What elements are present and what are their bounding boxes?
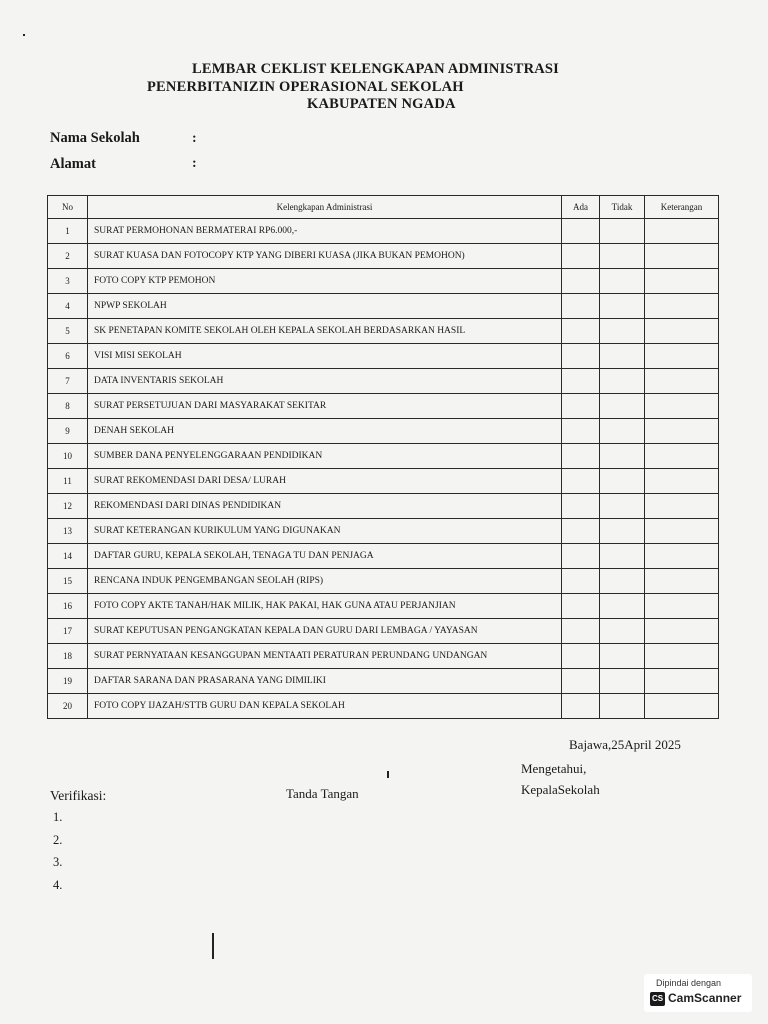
- table-row: [48, 419, 719, 444]
- row-item: SUMBER DANA PENYELENGGARAAN PENDIDIKAN: [88, 444, 562, 469]
- row-item: REKOMENDASI DARI DINAS PENDIDIKAN: [88, 494, 562, 519]
- row-ada-cell: [562, 369, 600, 394]
- document-title-line-3: KABUPATEN NGADA: [307, 96, 456, 112]
- row-keterangan-cell: [645, 394, 719, 419]
- row-ada-cell: [562, 244, 600, 269]
- row-keterangan-cell: [645, 694, 719, 719]
- row-ada-cell: [562, 469, 600, 494]
- checklist-table: [47, 195, 719, 719]
- row-number: 12: [48, 494, 88, 519]
- row-keterangan-cell: [645, 444, 719, 469]
- table-row: [48, 469, 719, 494]
- row-item: SURAT REKOMENDASI DARI DESA/ LURAH: [88, 469, 562, 494]
- row-tidak-cell: [600, 444, 645, 469]
- row-number: 16: [48, 594, 88, 619]
- row-tidak-cell: [600, 494, 645, 519]
- row-item: DATA INVENTARIS SEKOLAH: [88, 369, 562, 394]
- row-keterangan-cell: [645, 294, 719, 319]
- scan-mark: [387, 771, 389, 778]
- row-number: 7: [48, 369, 88, 394]
- verifier-item: 3.: [53, 855, 63, 869]
- row-ada-cell: [562, 419, 600, 444]
- row-keterangan-cell: [645, 644, 719, 669]
- acknowledged-label: Mengetahui,: [521, 761, 587, 776]
- row-tidak-cell: [600, 294, 645, 319]
- table-row: [48, 644, 719, 669]
- row-tidak-cell: [600, 619, 645, 644]
- row-tidak-cell: [600, 269, 645, 294]
- row-keterangan-cell: [645, 469, 719, 494]
- header-no: No: [48, 196, 88, 219]
- table-row: [48, 669, 719, 694]
- row-ada-cell: [562, 219, 600, 244]
- row-item: FOTO COPY KTP PEMOHON: [88, 269, 562, 294]
- watermark-caption: Dipindai dengan: [656, 978, 722, 988]
- row-item: FOTO COPY AKTE TANAH/HAK MILIK, HAK PAKAI, HAK GUNA ATAU PERJANJIAN: [88, 594, 562, 619]
- row-keterangan-cell: [645, 269, 719, 294]
- row-item: DENAH SEKOLAH: [88, 419, 562, 444]
- table-row: [48, 619, 719, 644]
- row-tidak-cell: [600, 419, 645, 444]
- row-ada-cell: [562, 294, 600, 319]
- row-tidak-cell: [600, 569, 645, 594]
- header-ada: Ada: [562, 196, 600, 219]
- table-row: [48, 519, 719, 544]
- row-number: 20: [48, 694, 88, 719]
- verifier-item: 2.: [53, 833, 63, 847]
- row-item: SURAT PERNYATAAN KESANGGUPAN MENTAATI PERATURAN PERUNDANG UNDANGAN: [88, 644, 562, 669]
- school-name-value: :: [192, 131, 197, 146]
- row-keterangan-cell: [645, 369, 719, 394]
- row-number: 11: [48, 469, 88, 494]
- row-ada-cell: [562, 394, 600, 419]
- row-ada-cell: [562, 494, 600, 519]
- signature-date: Bajawa,25April 2025: [569, 737, 681, 752]
- row-item: DAFTAR SARANA DAN PRASARANA YANG DIMILIKI: [88, 669, 562, 694]
- header-tidak: Tidak: [600, 196, 645, 219]
- row-item: SURAT KUASA DAN FOTOCOPY KTP YANG DIBERI KUASA (JIKA BUKAN PEMOHON): [88, 244, 562, 269]
- verifier-item: 4.: [53, 878, 63, 892]
- document-title-line-1: LEMBAR CEKLIST KELENGKAPAN ADMINISTRASI: [192, 61, 560, 77]
- row-number: 18: [48, 644, 88, 669]
- row-tidak-cell: [600, 594, 645, 619]
- row-keterangan-cell: [645, 219, 719, 244]
- row-number: 4: [48, 294, 88, 319]
- table-row: [48, 294, 719, 319]
- address-value: :: [192, 156, 197, 171]
- row-tidak-cell: [600, 694, 645, 719]
- table-row: [48, 219, 719, 244]
- row-ada-cell: [562, 519, 600, 544]
- signature-label: Tanda Tangan: [286, 786, 359, 801]
- table-row: [48, 569, 719, 594]
- row-ada-cell: [562, 569, 600, 594]
- row-tidak-cell: [600, 244, 645, 269]
- row-tidak-cell: [600, 469, 645, 494]
- row-number: 5: [48, 319, 88, 344]
- row-number: 13: [48, 519, 88, 544]
- table-row: [48, 394, 719, 419]
- row-item: SURAT KEPUTUSAN PENGANGKATAN KEPALA DAN GURU DARI LEMBAGA / YAYASAN: [88, 619, 562, 644]
- row-number: 1: [48, 219, 88, 244]
- row-item: FOTO COPY IJAZAH/STTB GURU DAN KEPALA SEKOLAH: [88, 694, 562, 719]
- row-item: NPWP SEKOLAH: [88, 294, 562, 319]
- row-item: DAFTAR GURU, KEPALA SEKOLAH, TENAGA TU DAN PENJAGA: [88, 544, 562, 569]
- school-name-label: Nama Sekolah: [50, 130, 140, 146]
- watermark-app-name: CamScanner: [668, 991, 742, 1005]
- header-item: Kelengkapan Administrasi: [88, 196, 562, 219]
- row-number: 14: [48, 544, 88, 569]
- row-ada-cell: [562, 669, 600, 694]
- row-tidak-cell: [600, 669, 645, 694]
- verifier-item: 1.: [53, 810, 63, 824]
- row-number: 15: [48, 569, 88, 594]
- row-ada-cell: [562, 544, 600, 569]
- principal-label: KepalaSekolah: [521, 782, 600, 797]
- row-item: SURAT PERSETUJUAN DARI MASYARAKAT SEKITAR: [88, 394, 562, 419]
- row-tidak-cell: [600, 219, 645, 244]
- row-tidak-cell: [600, 519, 645, 544]
- header-keterangan: Keterangan: [645, 196, 719, 219]
- row-item: SURAT PERMOHONAN BERMATERAI RP6.000,-: [88, 219, 562, 244]
- table-row: [48, 319, 719, 344]
- row-tidak-cell: [600, 644, 645, 669]
- row-keterangan-cell: [645, 344, 719, 369]
- row-tidak-cell: [600, 344, 645, 369]
- row-keterangan-cell: [645, 669, 719, 694]
- row-item: SURAT KETERANGAN KURIKULUM YANG DIGUNAKAN: [88, 519, 562, 544]
- table-row: [48, 694, 719, 719]
- row-number: 9: [48, 419, 88, 444]
- row-keterangan-cell: [645, 244, 719, 269]
- row-number: 8: [48, 394, 88, 419]
- row-ada-cell: [562, 594, 600, 619]
- row-tidak-cell: [600, 369, 645, 394]
- camscanner-logo-icon: CS: [650, 992, 665, 1006]
- table-row: [48, 494, 719, 519]
- row-tidak-cell: [600, 319, 645, 344]
- row-keterangan-cell: [645, 319, 719, 344]
- row-tidak-cell: [600, 394, 645, 419]
- row-tidak-cell: [600, 544, 645, 569]
- row-number: 10: [48, 444, 88, 469]
- table-row: [48, 344, 719, 369]
- table-header-row: [48, 196, 719, 219]
- row-keterangan-cell: [645, 594, 719, 619]
- row-ada-cell: [562, 319, 600, 344]
- row-number: 17: [48, 619, 88, 644]
- row-keterangan-cell: [645, 544, 719, 569]
- camscanner-watermark: [644, 974, 752, 1012]
- row-ada-cell: [562, 694, 600, 719]
- row-ada-cell: [562, 344, 600, 369]
- table-row: [48, 444, 719, 469]
- row-number: 6: [48, 344, 88, 369]
- row-item: RENCANA INDUK PENGEMBANGAN SEOLAH (RIPS): [88, 569, 562, 594]
- row-ada-cell: [562, 444, 600, 469]
- row-item: SK PENETAPAN KOMITE SEKOLAH OLEH KEPALA SEKOLAH BERDASARKAN HASIL: [88, 319, 562, 344]
- row-ada-cell: [562, 619, 600, 644]
- row-keterangan-cell: [645, 619, 719, 644]
- scan-mark: [23, 34, 25, 36]
- row-keterangan-cell: [645, 419, 719, 444]
- document-title-line-2: PENERBITANIZIN OPERASIONAL SEKOLAH: [147, 79, 464, 95]
- row-keterangan-cell: [645, 494, 719, 519]
- row-number: 2: [48, 244, 88, 269]
- table-row: [48, 369, 719, 394]
- table-row: [48, 594, 719, 619]
- row-number: 3: [48, 269, 88, 294]
- table-row: [48, 544, 719, 569]
- verification-label: Verifikasi:: [50, 788, 107, 803]
- row-number: 19: [48, 669, 88, 694]
- scan-mark: [212, 933, 214, 959]
- row-keterangan-cell: [645, 569, 719, 594]
- row-ada-cell: [562, 269, 600, 294]
- row-ada-cell: [562, 644, 600, 669]
- table-row: [48, 244, 719, 269]
- table-row: [48, 269, 719, 294]
- row-keterangan-cell: [645, 519, 719, 544]
- address-label: Alamat: [50, 156, 96, 172]
- row-item: VISI MISI SEKOLAH: [88, 344, 562, 369]
